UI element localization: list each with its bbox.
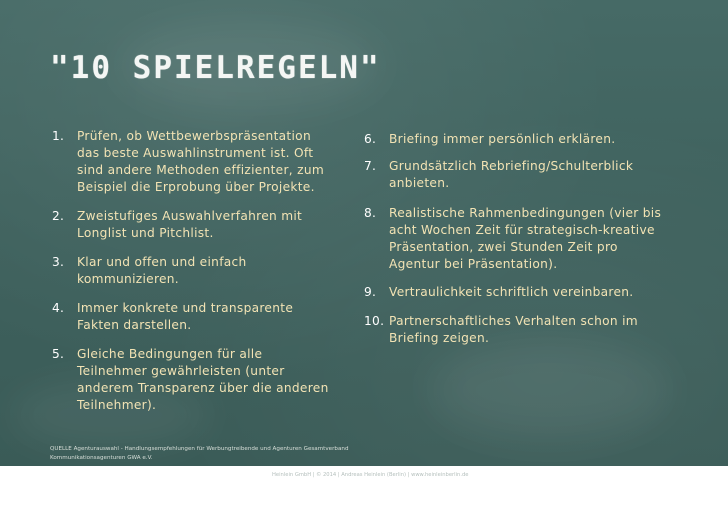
rule-item (52, 346, 332, 414)
rule-text: Immer konkrete und transparente Fakten darstellen. (77, 301, 294, 332)
rule-text: Briefing immer persönlich erklären. (389, 132, 616, 146)
rule-number: 4. (52, 301, 65, 315)
rules-list-right (364, 131, 672, 359)
rule-number: 9. (364, 285, 377, 299)
rule-item (52, 254, 332, 288)
rule-text: Prüfen, ob Wettbewerbspräsentation das beste Auswahlinstrument ist. Oft sind andere Methoden effizienter, zum Beispiel die Erprobung über Projekte. (77, 129, 325, 194)
rule-number: 10. (364, 314, 385, 328)
rule-number: 7. (364, 159, 377, 173)
rule-text: Gleiche Bedingungen für alle Teilnehmer gewährleisten (unter anderem Transparenz über die anderen Teilnehmer). (77, 347, 329, 412)
rule-text: Klar und offen und einfach kommunizieren. (77, 255, 247, 286)
rule-number: 5. (52, 347, 65, 361)
rule-item (364, 205, 672, 273)
copyright-footer: Heinlein GmbH | © 2014 | Andreas Heinlein (Berlin) | www.heinleinberlin.de (272, 472, 469, 478)
rule-number: 6. (364, 132, 377, 146)
rule-number: 8. (364, 206, 377, 220)
rule-text: Realistische Rahmenbedingungen (vier bis acht Wochen Zeit für strategisch-kreative Präsentation, zwei Stunden Zeit pro Agentur bei Präsentation). (389, 206, 662, 271)
rule-text: Grundsätzlich Rebriefing/Schulterblick anbieten. (389, 159, 634, 190)
rule-number: 1. (52, 129, 65, 143)
rule-item (52, 300, 332, 334)
rules-list-left (52, 128, 332, 426)
source-note: QUELLE Agenturauswahl - Handlungsempfehlungen für Werbungtreibende und Agenturen Gesamtverband Kommunikationsagenturen GWA e.V. (50, 446, 349, 461)
rule-text: Vertraulichkeit schriftlich vereinbaren. (389, 285, 634, 299)
slide-title: "10 SPIELREGELN" (50, 50, 381, 86)
rule-text: Zweistufiges Auswahlverfahren mit Longlist und Pitchlist. (77, 209, 303, 240)
rule-item (364, 313, 672, 347)
rule-item (364, 284, 672, 301)
rule-text: Partnerschaftliches Verhalten schon im Briefing zeigen. (389, 314, 638, 345)
rule-item (52, 128, 332, 196)
rule-number: 2. (52, 209, 65, 223)
rule-item (364, 131, 672, 148)
rule-item (52, 208, 332, 242)
rule-number: 3. (52, 255, 65, 269)
rule-item (364, 158, 672, 192)
